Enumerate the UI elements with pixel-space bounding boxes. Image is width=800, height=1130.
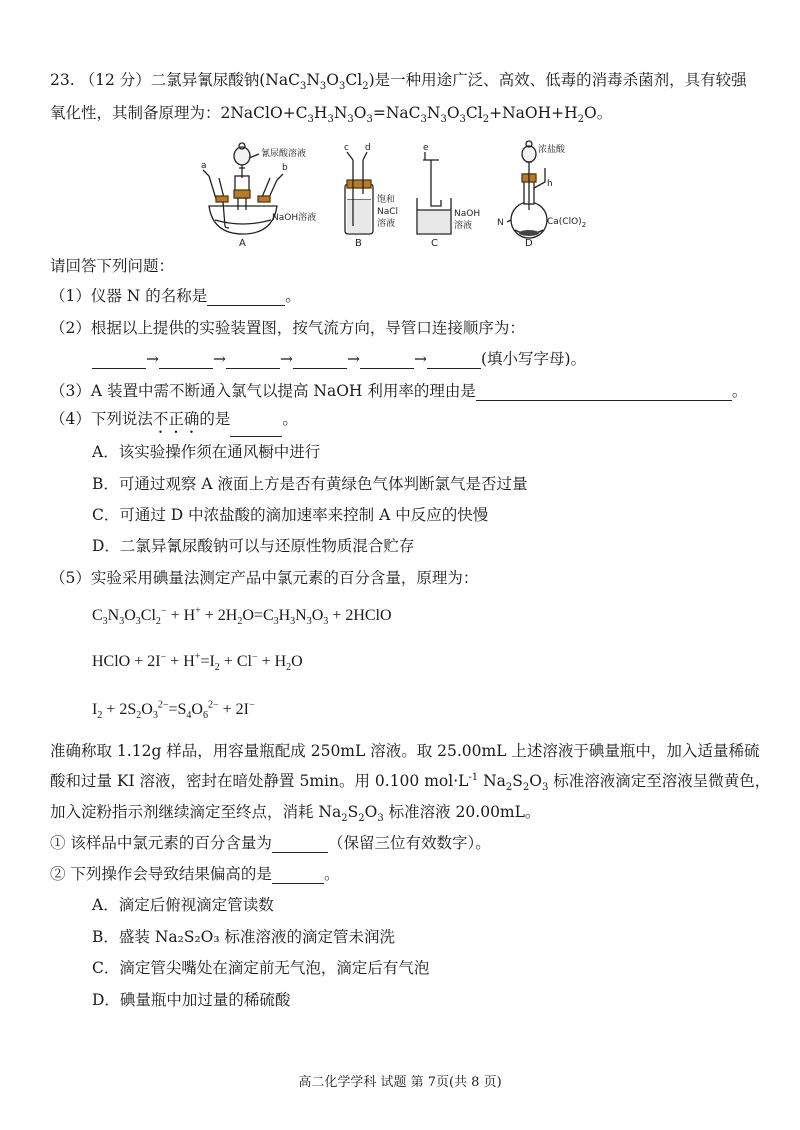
part-3: （3）A 装置中需不断通入氯气以提高 NaOH 利用率的理由是 。 <box>50 382 748 400</box>
port-b-label: b <box>282 163 288 173</box>
answer-blank-3[interactable] <box>476 384 732 401</box>
apparatus-B-label: B <box>355 238 362 249</box>
answer-blank-2d[interactable] <box>293 352 347 369</box>
procedure-line-1: 准确称取 1.12g 样品，用容量瓶配成 250mL 溶液。取 25.00mL 上述溶液于碘量瓶中，加入适量稀硫 <box>50 742 760 760</box>
answer-blank-2f[interactable] <box>427 352 481 369</box>
apparatus-C-label: C <box>431 238 438 249</box>
part-4: （4）下列说法不正确的是 。 <box>50 409 298 437</box>
apparatus-A-label: A <box>239 238 246 249</box>
answer-blank-4[interactable] <box>230 420 282 437</box>
sub-question-1: ① 该样品中氯元素的百分含量为 （保留三位有效数字）。 <box>50 834 491 852</box>
port-c-label: c <box>344 143 349 153</box>
answer-blank-1[interactable] <box>207 289 285 306</box>
equation-2: HClO + $2I^- + H^+=I_2 + Cl^- + H_2O$ <box>92 651 303 674</box>
reaction-equation-line: 氧化性，其制备原理为：$2NaClO+C_3H_3N_3O_3=NaC_3N_3O_3Cl_2+NaOH+H_2O$。 <box>50 104 613 126</box>
answer-blank-2e[interactable] <box>360 352 414 369</box>
port-a-label: a <box>201 161 207 171</box>
apparatus-D <box>507 141 547 238</box>
port-e-label: e <box>423 143 429 153</box>
solution-B-label: 溶液 <box>377 219 396 229</box>
apparatus-C <box>417 152 451 234</box>
apparatus-B <box>345 152 373 234</box>
answer-blank-2c[interactable] <box>226 352 280 369</box>
equation-1: $C_3N_3O_3Cl_2^- + H^+ + 2H_2O=C_3H_3N_3O_3$ + 2HClO <box>92 605 392 628</box>
question-header: 23. （12 分）二氯异氰尿酸钠$(NaC_3N_3O_3Cl_2)$是一种用途广泛、高效、低毒的消毒杀菌剂，具有较强 <box>50 71 747 93</box>
page-footer: 高二化学学科 试题 第 7页(共 8 页) <box>298 1075 502 1090</box>
answer-blank-5-2[interactable] <box>272 867 324 884</box>
p5-option-D[interactable]: D．碘量瓶中加过量的稀硫酸 <box>92 991 291 1009</box>
question-points: （12 分） <box>79 71 151 89</box>
part-1: （1）仪器 N 的名称是 。 <box>50 287 301 305</box>
naoh-solution-A-label: NaOH溶液 <box>272 213 317 223</box>
solution-C-label: 溶液 <box>454 221 473 231</box>
port-d-label: d <box>365 143 371 153</box>
saturated-label: 饱和 <box>377 195 396 205</box>
p5-option-A[interactable]: A．滴定后俯视滴定管读数 <box>92 896 274 914</box>
question-number: 23. <box>50 71 75 89</box>
part-5: （5）实验采用碘量法测定产品中氯元素的百分含量，原理为： <box>50 569 479 587</box>
p5-option-C[interactable]: C．滴定管尖嘴处在滴定前无气泡，滴定后有气泡 <box>92 959 430 977</box>
apparatus-figure <box>195 138 595 250</box>
part-2-sequence: → → → → → (填小写字母)。 <box>92 349 586 369</box>
prompt-text: 请回答下列问题： <box>50 257 175 275</box>
p4-option-B[interactable]: B．可通过观察 A 液面上方是否有黄绿色气体判断氯气是否过量 <box>92 475 528 493</box>
port-h-label: h <box>547 179 553 189</box>
p4-option-A[interactable]: A．该实验操作须在通风橱中进行 <box>92 443 321 461</box>
sub-question-2: ② 下列操作会导致结果偏高的是 。 <box>50 865 340 883</box>
naoh-C-label: NaOH <box>454 209 481 219</box>
instrument-N-label: N <box>497 218 504 228</box>
p5-option-B[interactable]: B．盛装 Na₂S₂O₃ 标准溶液的滴定管未润洗 <box>92 928 396 946</box>
calcium-hypochlorite-label: $Ca(ClO)_2$ <box>547 217 587 229</box>
procedure-line-3: 加入淀粉指示剂继续滴定至终点，消耗 $Na_2S_2O_3$ 标准溶液 20.00mL。 <box>50 803 541 825</box>
procedure-line-2: 酸和过量 KI 溶液，密封在暗处静置 5min。用 0.100 $mol\cdot L^{-1}$ $Na_2S_2O_3$ 标准溶液滴定至溶液呈微黄色， <box>50 771 771 794</box>
p4-option-D[interactable]: D．二氯异氰尿酸钠可以与还原性物质混合贮存 <box>92 537 415 555</box>
p4-option-C[interactable]: C．可通过 D 中浓盐酸的滴加速率来控制 A 中反应的快慢 <box>92 506 489 524</box>
apparatus-D-label: D <box>525 238 533 249</box>
nacl-label: NaCl <box>377 207 399 217</box>
answer-blank-2a[interactable] <box>92 352 146 369</box>
cyanuric-solution-label: 氰尿酸溶液 <box>261 149 307 159</box>
conc-hcl-label: 浓盐酸 <box>538 145 566 155</box>
answer-blank-2b[interactable] <box>159 352 213 369</box>
part-2: （2）根据以上提供的实验装置图，按气流方向，导管口连接顺序为： <box>50 319 525 337</box>
answer-blank-5-1[interactable] <box>272 836 328 853</box>
equation-3: $I_2 + 2S_2O_3^{2-}=S_4O_6^{2-} + 2I^-$ <box>92 699 255 722</box>
